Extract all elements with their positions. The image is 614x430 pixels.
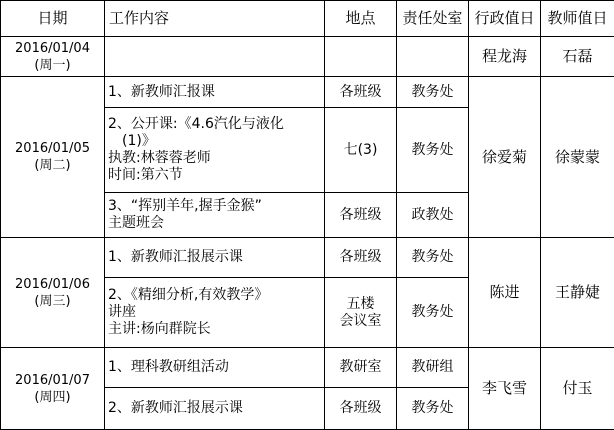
table-row	[1, 37, 614, 77]
teacher-duty-cell: 徐蒙蒙	[541, 77, 614, 238]
date-text: 2016/01/05	[4, 140, 101, 157]
content-line: 时间:第六节	[108, 167, 321, 184]
weekday-text: (周一)	[4, 57, 101, 74]
content-line: 1、理科教研组活动	[108, 359, 321, 376]
date-text: 2016/01/06	[4, 276, 101, 293]
header-teacher-duty: 教师值日	[541, 1, 614, 37]
content-line: 主讲:杨向群院长	[108, 321, 321, 338]
table-row	[1, 348, 614, 388]
header-admin-duty: 行政值日	[469, 1, 541, 37]
content-cell	[105, 388, 325, 430]
content-line: 1、新教师汇报课	[108, 84, 321, 101]
location-cell: 教研室	[325, 348, 397, 388]
location-cell: 七(3)	[325, 108, 397, 193]
content-line: 2、公开课:《4.6汽化与液化	[108, 116, 321, 133]
content-line: 3、“挥别羊年,握手金猴”	[108, 198, 321, 215]
location-cell: 各班级	[325, 193, 397, 238]
content-line: 执教:林蓉蓉老师	[108, 150, 321, 167]
content-line: 2、新教师汇报展示课	[108, 400, 321, 417]
location-cell: 各班级	[325, 77, 397, 108]
header-date: 日期	[1, 1, 105, 37]
location-cell-empty	[325, 37, 397, 77]
content-cell	[105, 278, 325, 348]
content-line: 1、新教师汇报展示课	[108, 249, 321, 266]
admin-duty-cell: 陈进	[469, 238, 541, 348]
admin-duty-cell: 程龙海	[469, 37, 541, 77]
content-line: 主题班会	[108, 215, 321, 232]
content-cell	[105, 348, 325, 388]
content-line: 2、《精细分析,有效教学》	[108, 287, 321, 304]
content-cell	[105, 238, 325, 278]
admin-duty-cell: 徐爱菊	[469, 77, 541, 238]
office-cell: 教务处	[397, 278, 469, 348]
office-cell: 政教处	[397, 193, 469, 238]
content-line: 讲座	[108, 304, 321, 321]
teacher-duty-cell: 付玉	[541, 348, 614, 430]
location-line: 会议室	[328, 313, 393, 330]
office-cell: 教务处	[397, 108, 469, 193]
table-row	[1, 77, 614, 108]
header-office: 责任处室	[397, 1, 469, 37]
weekday-text: (周四)	[4, 389, 101, 406]
date-text: 2016/01/07	[4, 372, 101, 389]
teacher-duty-cell: 石磊	[541, 37, 614, 77]
office-cell: 教务处	[397, 77, 469, 108]
location-cell: 各班级	[325, 388, 397, 430]
header-location: 地点	[325, 1, 397, 37]
location-line: 五楼	[328, 296, 393, 313]
content-cell	[105, 193, 325, 238]
content-cell	[105, 108, 325, 193]
teacher-duty-cell: 王静婕	[541, 238, 614, 348]
content-cell-empty	[105, 37, 325, 77]
weekday-text: (周三)	[4, 293, 101, 310]
office-cell: 教务处	[397, 388, 469, 430]
date-text: 2016/01/04	[4, 40, 101, 57]
office-cell: 教研组	[397, 348, 469, 388]
content-line: (1)》	[108, 133, 321, 150]
content-cell	[105, 77, 325, 108]
date-cell	[1, 238, 105, 348]
office-cell: 教务处	[397, 238, 469, 278]
table-row	[1, 238, 614, 278]
location-cell: 各班级	[325, 238, 397, 278]
weekday-text: (周二)	[4, 157, 101, 174]
admin-duty-cell: 李飞雪	[469, 348, 541, 430]
office-cell-empty	[397, 37, 469, 77]
date-cell	[1, 37, 105, 77]
date-cell	[1, 77, 105, 238]
location-cell	[325, 278, 397, 348]
header-row	[1, 1, 614, 37]
date-cell	[1, 348, 105, 430]
header-content: 工作内容	[105, 1, 325, 37]
